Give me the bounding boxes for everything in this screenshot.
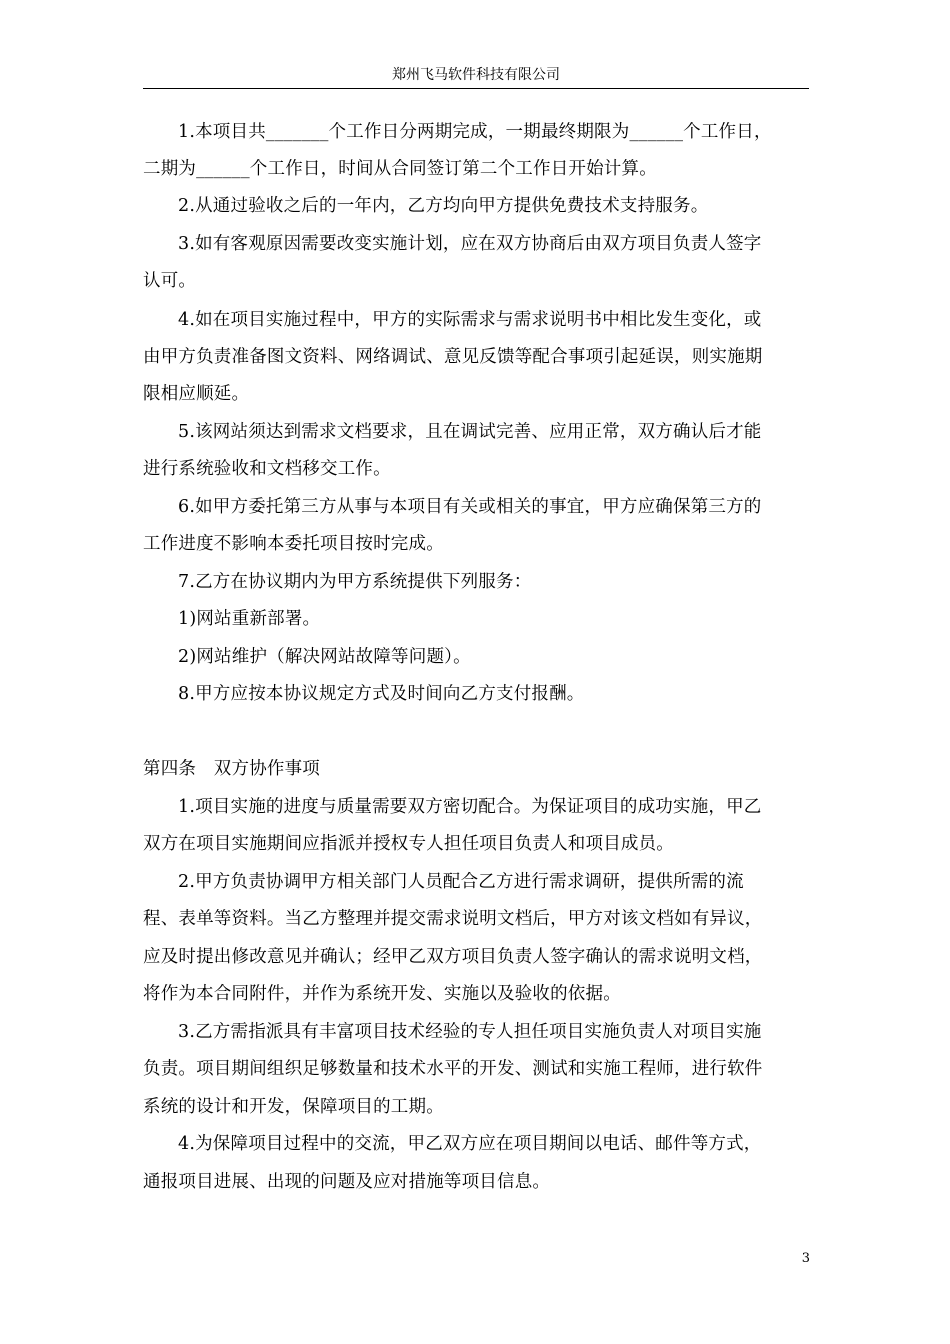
page-number: 3 <box>801 1251 810 1266</box>
section-4-clause-4-line-2: 通报项目进展、出现的问题及应对措施等项目信息。 <box>143 1172 551 1192</box>
section-4-clause-1-line-1: 1.项目实施的进度与质量需要双方密切配合。为保证项目的成功实施，甲乙 <box>178 797 762 817</box>
clause-4-line-2: 由甲方负责准备图文资料、网络调试、意见反馈等配合事项引起延误，则实施期 <box>143 347 763 367</box>
section-4-clause-2-line-2: 程、表单等资料。当乙方整理并提交需求说明文档后，甲方对该文档如有异议， <box>143 909 763 929</box>
section-4-clause-4-line-1: 4.为保障项目过程中的交流，甲乙双方应在项目期间以电话、邮件等方式， <box>178 1134 762 1154</box>
clause-5-line-2: 进行系统验收和文档移交工作。 <box>143 459 391 479</box>
page-header: 郑州飞马软件科技有限公司 <box>392 67 560 83</box>
clause-6-line-2: 工作进度不影响本委托项目按时完成。 <box>143 534 444 554</box>
clause-7-item-1: 1)网站重新部署。 <box>178 609 321 629</box>
clause-1-line-2: 二期为______个工作日，时间从合同签订第二个工作日开始计算。 <box>143 159 657 179</box>
section-4-clause-3-line-1: 3.乙方需指派具有丰富项目技术经验的专人担任项目实施负责人对项目实施 <box>178 1022 762 1042</box>
clause-1-line-1: 1.本项目共_______个工作日分两期完成，一期最终期限为______个工作日， <box>178 122 772 142</box>
clause-5-line-1: 5.该网站须达到需求文档要求，且在调试完善、应用正常，双方确认后才能 <box>178 422 762 442</box>
clause-7: 7.乙方在协议期内为甲方系统提供下列服务： <box>178 572 532 592</box>
clause-7-item-2: 2)网站维护（解决网站故障等问题）。 <box>178 647 471 667</box>
clause-4-line-1: 4.如在项目实施过程中，甲方的实际需求与需求说明书中相比发生变化，或 <box>178 310 762 330</box>
clause-4-line-3: 限相应顺延。 <box>143 384 250 404</box>
section-4-clause-1-line-2: 双方在项目实施期间应指派并授权专人担任项目负责人和项目成员。 <box>143 834 674 854</box>
clause-3-line-2: 认可。 <box>143 271 197 291</box>
header-rule <box>143 88 809 89</box>
section-4-clause-2-line-1: 2.甲方负责协调甲方相关部门人员配合乙方进行需求调研，提供所需的流 <box>178 872 744 892</box>
clause-3-line-1: 3.如有客观原因需要改变实施计划，应在双方协商后由双方项目负责人签字 <box>178 234 762 254</box>
section-4-clause-2-line-3: 应及时提出修改意见并确认；经甲乙双方项目负责人签字确认的需求说明文档， <box>143 947 763 967</box>
clause-2: 2.从通过验收之后的一年内，乙方均向甲方提供免费技术支持服务。 <box>178 196 709 216</box>
clause-6-line-1: 6.如甲方委托第三方从事与本项目有关或相关的事宜，甲方应确保第三方的 <box>178 497 762 517</box>
section-4-clause-3-line-2: 负责。项目期间组织足够数量和技术水平的开发、测试和实施工程师，进行软件 <box>143 1059 763 1079</box>
section-heading: 第四条 双方协作事项 <box>143 759 320 779</box>
section-4-clause-2-line-4: 将作为本合同附件，并作为系统开发、实施以及验收的依据。 <box>143 984 621 1004</box>
clause-8: 8.甲方应按本协议规定方式及时间向乙方支付报酬。 <box>178 684 585 704</box>
section-4-clause-3-line-3: 系统的设计和开发，保障项目的工期。 <box>143 1097 444 1117</box>
